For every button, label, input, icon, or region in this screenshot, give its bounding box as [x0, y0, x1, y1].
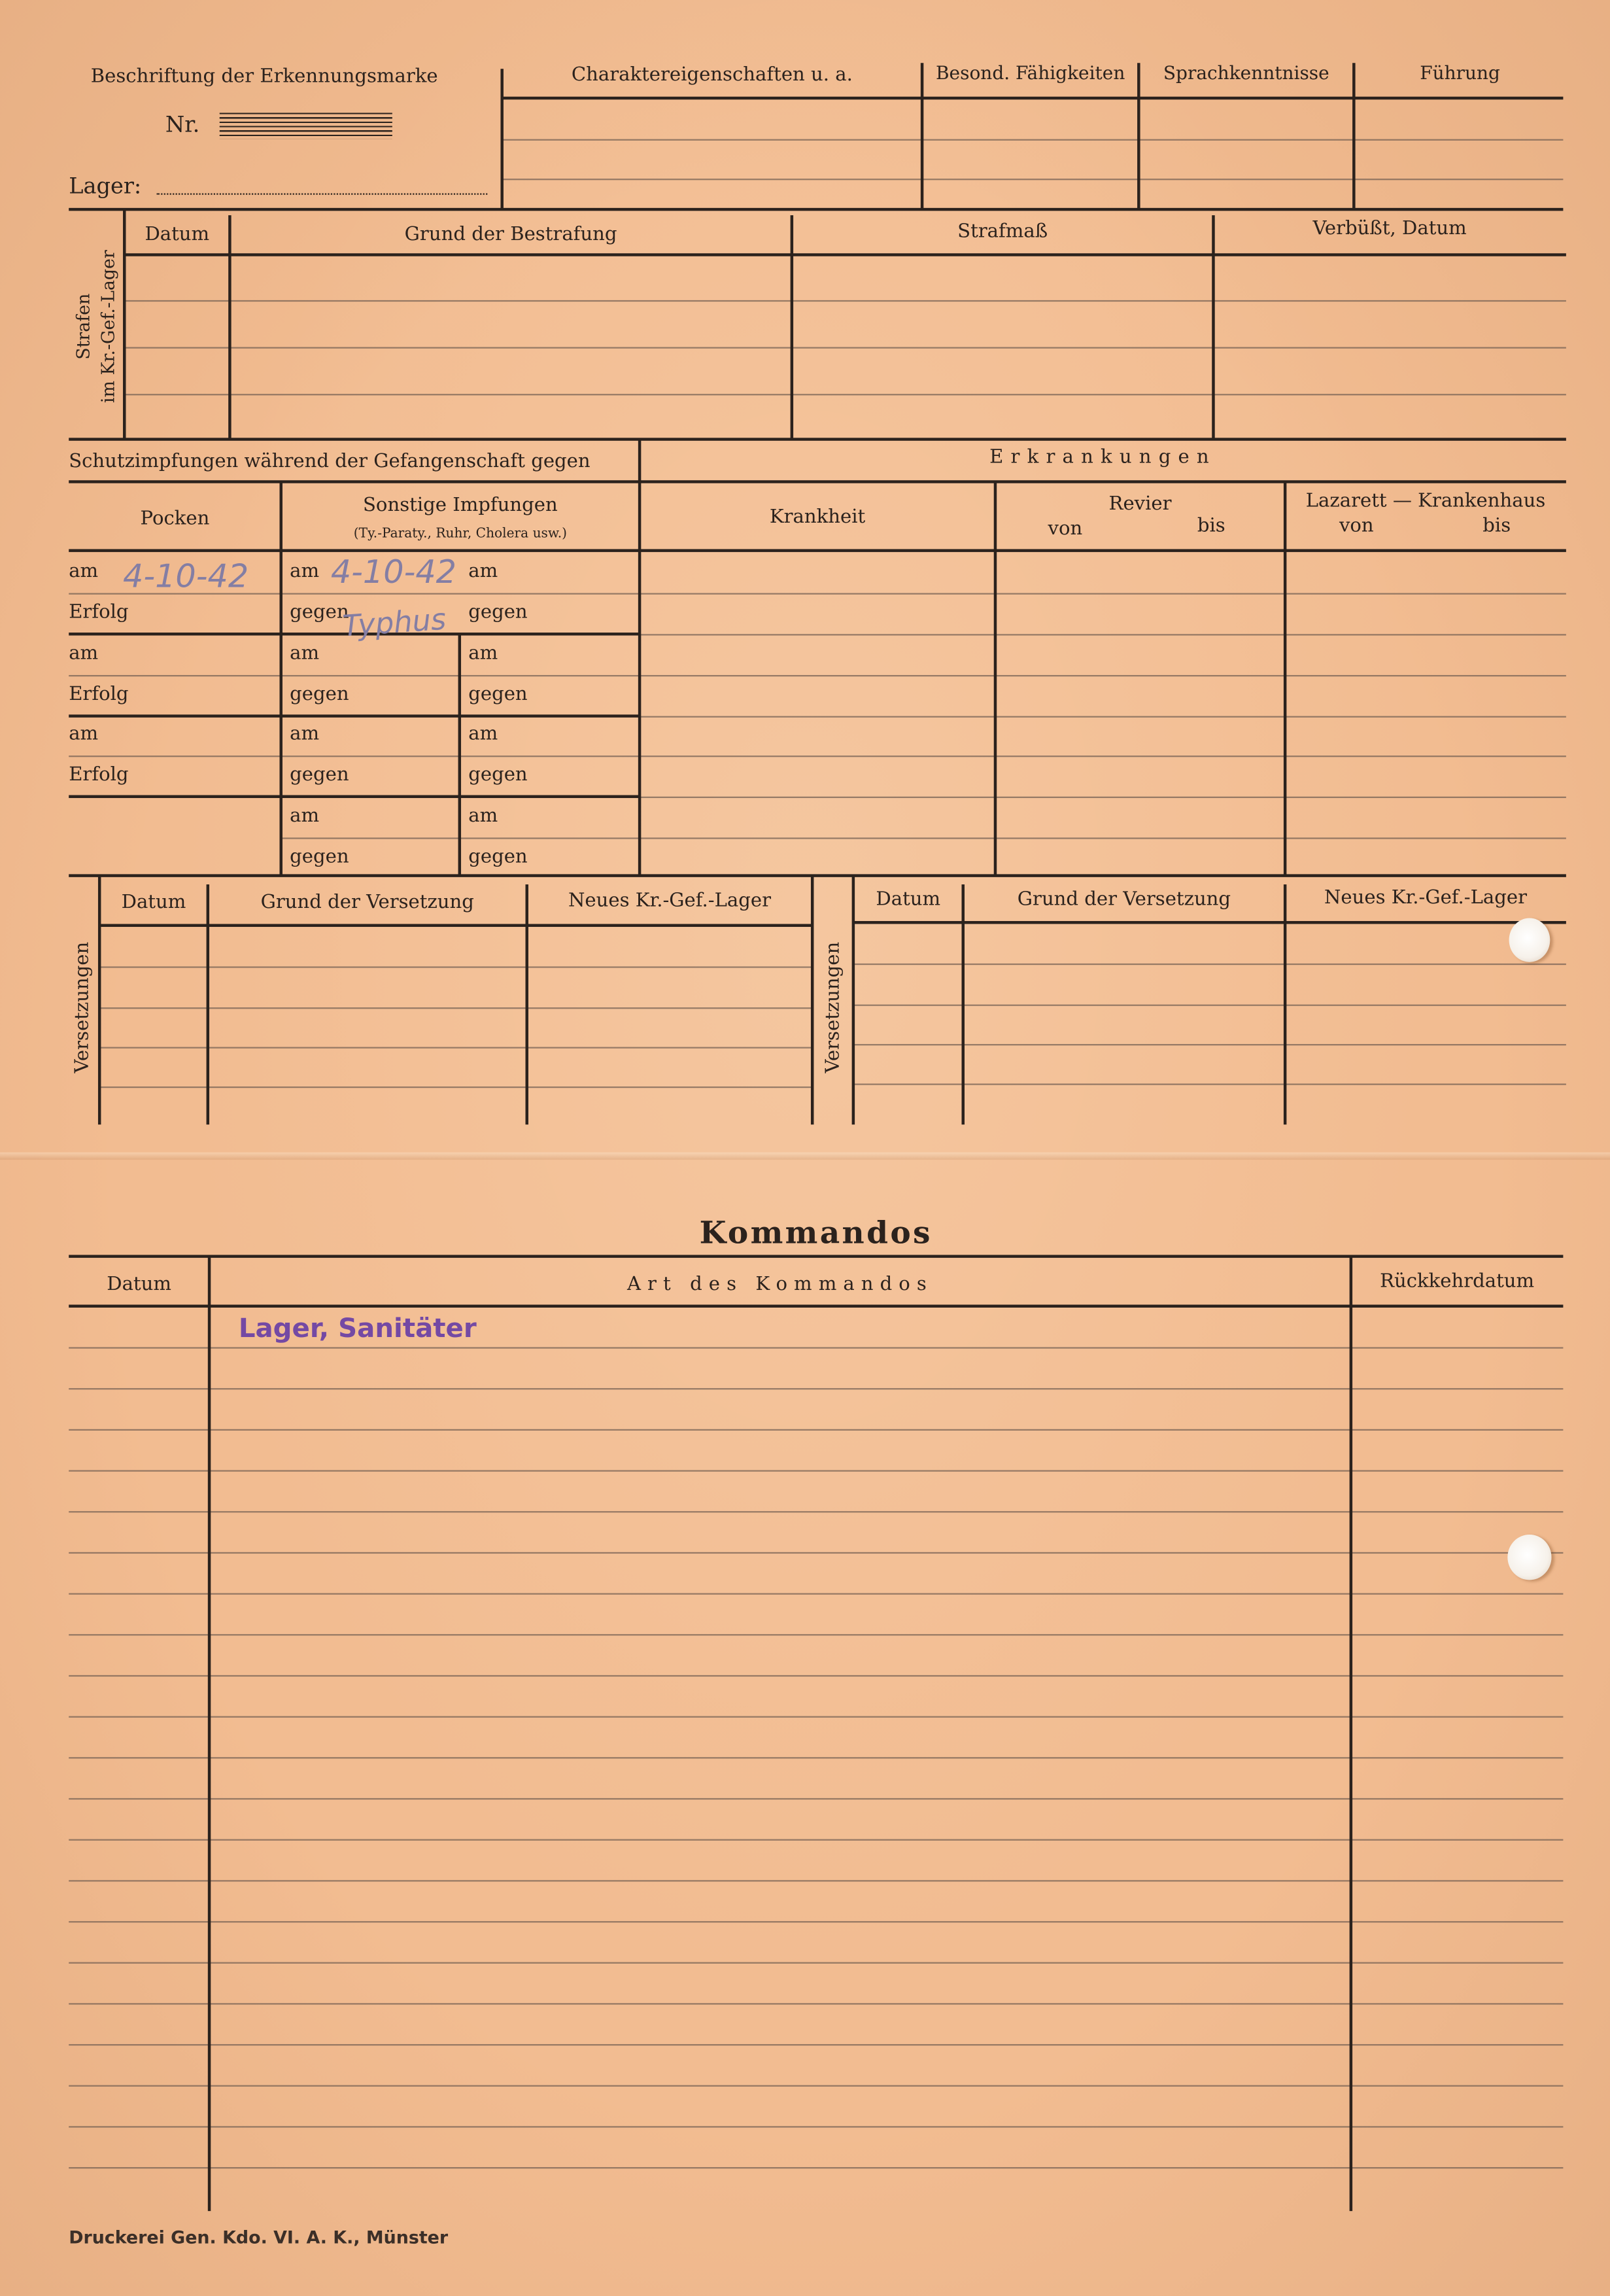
horizontal-rule [69, 2166, 1563, 2168]
smallpox-row-label: Erfolg [69, 764, 129, 787]
horizontal-rule [69, 633, 281, 635]
horizontal-rule [502, 97, 1564, 99]
horizontal-rule [69, 1346, 1563, 1348]
other-row-label-left: am [290, 561, 320, 583]
punishments-side-label-line2: im Kr.-Gef.-Lager [97, 250, 119, 404]
horizontal-rule [69, 674, 281, 676]
vertical-rule [961, 884, 964, 1124]
kommando-entry-stamp: Lager, Sanitäter [238, 1313, 477, 1344]
header-other-vaccinations: Sonstige Impfungen [363, 495, 558, 517]
punch-hole-bottom [1507, 1535, 1551, 1580]
other-row-label-right: gegen [468, 764, 528, 787]
tag-title: Beschriftung der Erkennungsmarke [90, 65, 438, 88]
punishments-side-label-line1: Strafen [73, 293, 94, 360]
punch-hole-top [1509, 918, 1550, 962]
horizontal-rule [69, 2044, 1563, 2045]
other-row-label-left: am [290, 642, 320, 665]
horizontal-rule [640, 837, 1566, 838]
horizontal-rule [69, 1633, 1563, 1635]
vertical-rule [228, 215, 231, 439]
horizontal-rule [69, 1552, 1563, 1553]
other-vaccination-date-handwritten: 4-10-42 [330, 555, 457, 592]
other-vaccinations-note: (Ty.-Paraty., Ruhr, Cholera usw.) [353, 527, 568, 542]
horizontal-rule [502, 178, 1564, 179]
vertical-rule [994, 481, 997, 875]
vertical-rule [207, 884, 209, 1124]
header-character: Charaktereigenschaften u. a. [571, 64, 853, 87]
horizontal-rule [69, 1592, 1563, 1593]
header-smallpox: Pocken [140, 508, 210, 531]
header-disease: Krankheit [769, 506, 866, 529]
horizontal-rule [124, 393, 1566, 394]
horizontal-rule [69, 714, 281, 717]
vertical-rule [791, 215, 793, 439]
horizontal-rule [640, 716, 1566, 717]
other-row-label-right: am [468, 723, 498, 746]
transfers-side-label-text: Versetzungen [71, 941, 94, 1073]
vertical-rule [526, 884, 528, 1124]
horizontal-rule [853, 1043, 1566, 1045]
other-row-label-right: gegen [468, 846, 528, 869]
horizontal-rule [69, 1756, 1563, 1758]
smallpox-row-label: Erfolg [69, 684, 129, 706]
vertical-rule [500, 69, 503, 209]
horizontal-rule [853, 1083, 1566, 1084]
header-languages: Sprachkenntnisse [1163, 61, 1329, 84]
vaccinations-title: Schutzimpfungen während der Gefangenschaft gegen [69, 451, 591, 474]
horizontal-rule [69, 1510, 1563, 1512]
smallpox-date-handwritten: 4-10-42 [123, 559, 249, 597]
smallpox-row-label: am [69, 642, 99, 665]
horizontal-rule [124, 346, 1566, 347]
horizontal-rule [853, 1003, 1566, 1005]
horizontal-rule [69, 1469, 1563, 1470]
other-vaccination-against-handwritten: Typhus [341, 601, 447, 644]
horizontal-rule [69, 755, 281, 756]
other-row-label-left: am [290, 723, 320, 746]
header-punishment-date: Datum [145, 224, 210, 247]
horizontal-rule [69, 1305, 1563, 1308]
horizontal-rule [69, 1879, 1563, 1881]
vertical-rule [1284, 481, 1286, 875]
horizontal-rule [640, 633, 1566, 635]
transfers-side-label [821, 927, 848, 1088]
other-row-label-left: gegen [290, 846, 349, 869]
vertical-rule [852, 876, 855, 1125]
horizontal-rule [69, 438, 1566, 440]
vertical-rule [1284, 884, 1286, 1124]
other-row-label-right: am [468, 805, 498, 827]
horizontal-rule [640, 674, 1566, 676]
header-transfer-reason: Grund der Versetzung [260, 892, 474, 914]
header-kommando-type: Art des Kommandos [626, 1274, 933, 1296]
vertical-rule [1350, 1257, 1352, 2212]
horizontal-rule [124, 300, 1566, 301]
header-punishment-measure: Strafmaß [957, 221, 1048, 243]
other-row-label-left: am [290, 805, 320, 827]
horizontal-rule [124, 253, 1566, 256]
horizontal-rule [69, 2085, 1563, 2086]
horizontal-rule [69, 208, 1563, 211]
header-transfer-reason: Grund der Versetzung [1017, 888, 1231, 911]
printer-imprint: Druckerei Gen. Kdo. VI. A. K., Münster [69, 2227, 449, 2248]
header-punishment-served: Verbüßt, Datum [1312, 218, 1467, 241]
horizontal-rule [69, 1387, 1563, 1389]
number-label: Nr. [165, 111, 200, 138]
smallpox-row-label: am [69, 561, 99, 583]
horizontal-rule [69, 480, 1566, 483]
hospital-from-label: von [1339, 515, 1374, 538]
horizontal-rule [640, 592, 1566, 593]
horizontal-rule [281, 592, 640, 593]
other-row-label-right: am [468, 561, 498, 583]
horizontal-rule [640, 796, 1566, 797]
fold-crease [0, 1153, 1610, 1160]
illnesses-title: Erkrankungen [989, 446, 1216, 469]
horizontal-rule [69, 1675, 1563, 1676]
header-infirmary: Revier [1108, 493, 1172, 515]
horizontal-rule [69, 1838, 1563, 1839]
header-conduct: Führung [1420, 61, 1500, 84]
horizontal-rule [502, 139, 1564, 140]
transfers-side-label-text: Versetzungen [822, 941, 845, 1073]
horizontal-rule [69, 2125, 1563, 2127]
other-row-label-left: gegen [290, 764, 349, 787]
header-kommando-date: Datum [107, 1274, 171, 1296]
horizontal-rule [853, 963, 1566, 964]
header-transfer-date: Datum [876, 888, 941, 911]
other-row-label-left: gegen [290, 684, 349, 706]
horizontal-rule [69, 874, 1566, 877]
tag-number-hatching [220, 113, 392, 139]
camp-label: Lager: [69, 173, 142, 200]
horizontal-rule [69, 1429, 1563, 1430]
punishments-side-label [72, 217, 122, 436]
other-row-label-right: gegen [468, 684, 528, 706]
horizontal-rule [853, 921, 1566, 924]
transfers-side-label [70, 927, 96, 1088]
header-transfer-new-camp: Neues Kr.-Gef.-Lager [1324, 887, 1528, 910]
infirmary-from-label: von [1048, 518, 1083, 541]
vertical-rule [1212, 215, 1214, 439]
smallpox-row-label: am [69, 723, 99, 746]
header-punishment-reason: Grund der Bestrafung [404, 224, 617, 247]
other-row-label-right: am [468, 642, 498, 665]
camp-dotted-line [156, 188, 487, 195]
header-kommando-return: Rückkehrdatum [1380, 1271, 1535, 1293]
horizontal-rule [69, 1961, 1563, 1962]
kommandos-title: Kommandos [699, 1213, 933, 1251]
vertical-rule [458, 634, 461, 875]
infirmary-to-label: bis [1197, 515, 1225, 538]
horizontal-rule [69, 1255, 1563, 1257]
horizontal-rule [69, 1798, 1563, 1799]
header-abilities: Besond. Fähigkeiten [935, 61, 1125, 84]
horizontal-rule [69, 549, 1566, 551]
horizontal-rule [69, 1715, 1563, 1716]
other-row-label-left: gegen [290, 602, 349, 624]
header-transfer-date: Datum [121, 892, 186, 914]
horizontal-rule [640, 755, 1566, 756]
vertical-rule [208, 1257, 211, 2212]
header-hospital: Lazarett — Krankenhaus [1305, 490, 1546, 513]
horizontal-rule [69, 1921, 1563, 1922]
header-transfer-new-camp: Neues Kr.-Gef.-Lager [568, 890, 772, 913]
other-row-label-right: gegen [468, 602, 528, 624]
horizontal-rule [69, 795, 281, 798]
horizontal-rule [69, 2002, 1563, 2004]
hospital-to-label: bis [1482, 515, 1511, 538]
smallpox-row-label: Erfolg [69, 602, 129, 624]
